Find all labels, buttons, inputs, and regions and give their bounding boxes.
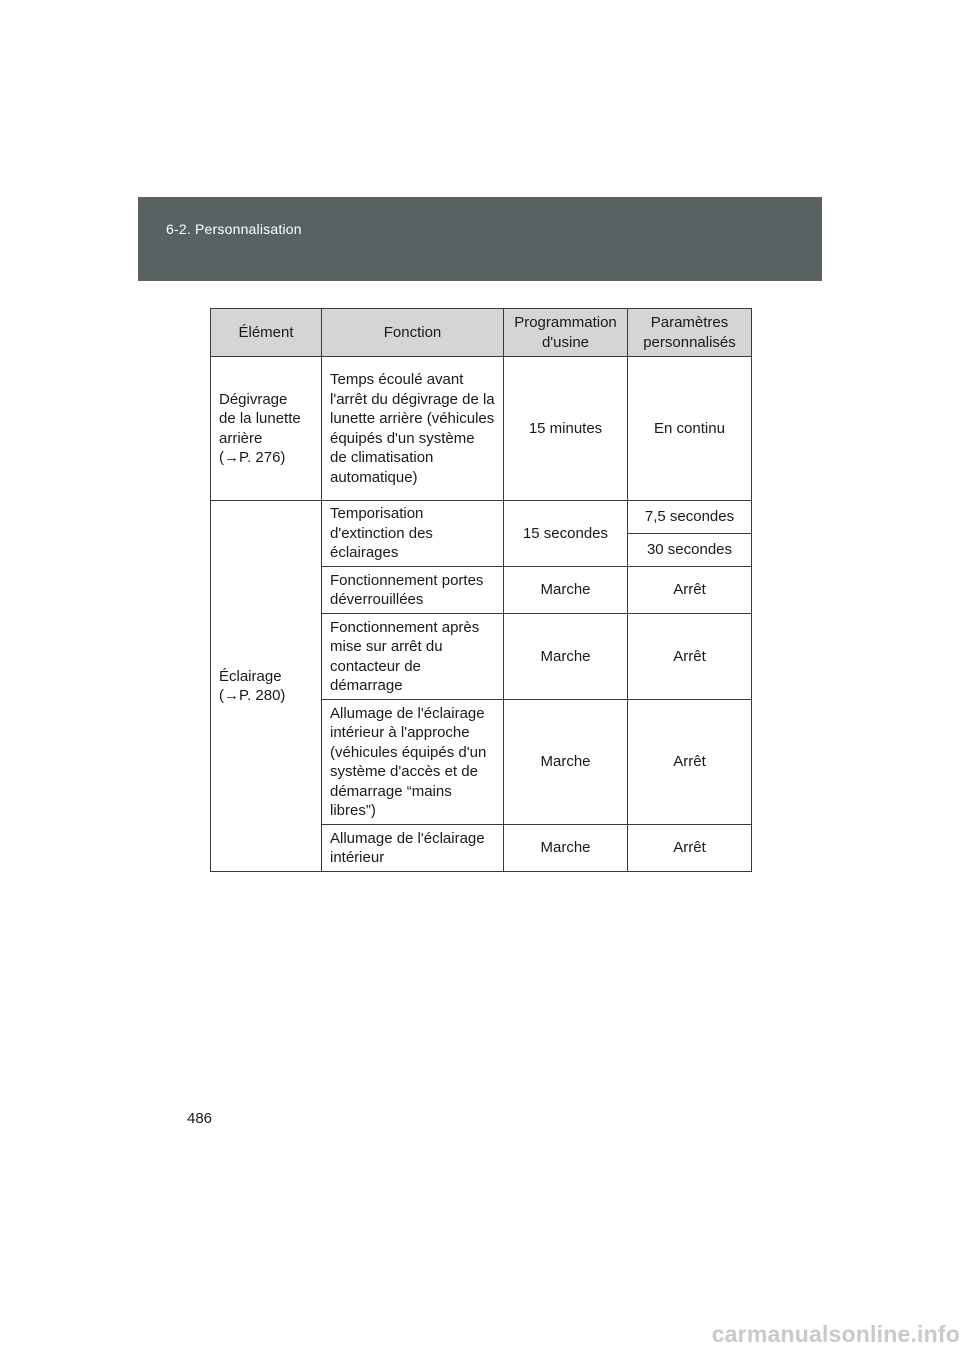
- column-header-function: Fonction: [322, 309, 504, 357]
- page-number: 486: [187, 1110, 213, 1127]
- cell-custom-setting: En continu: [628, 357, 752, 501]
- cell-element: Éclairage (→P. 280): [211, 501, 322, 872]
- section-header-band: [138, 197, 822, 281]
- cell-custom-setting: Arrêt: [628, 700, 752, 825]
- cell-custom-setting: 30 secondes: [628, 534, 752, 567]
- cell-factory-setting: Marche: [504, 700, 628, 825]
- table-row: [211, 357, 752, 501]
- cell-element: Dégivrage de la lunette arrière (→P. 276): [211, 357, 322, 501]
- table-header-row: [211, 309, 752, 357]
- section-title: 6-2. Personnalisation: [166, 221, 302, 237]
- watermark-text: carmanualsonline.info: [711, 1321, 960, 1347]
- column-header-custom-setting: Paramètres personnalisés: [628, 309, 752, 357]
- customization-table: [210, 308, 752, 872]
- cell-function: Temporisation d'extinction des éclairages: [322, 501, 504, 567]
- cell-factory-setting: 15 minutes: [504, 357, 628, 501]
- cell-factory-setting: 15 secondes: [504, 501, 628, 567]
- cell-function: Allumage de l'éclairage intérieur à l'approche (véhicules équipés d'un système d'accès et de démarrage “mains libres”): [322, 700, 504, 825]
- column-header-factory-setting: Programmation d'usine: [504, 309, 628, 357]
- table-row: [211, 501, 752, 534]
- cell-custom-setting: Arrêt: [628, 825, 752, 872]
- cell-custom-setting: 7,5 secondes: [628, 501, 752, 534]
- cell-factory-setting: Marche: [504, 825, 628, 872]
- cell-custom-setting: Arrêt: [628, 567, 752, 614]
- cell-factory-setting: Marche: [504, 614, 628, 700]
- cell-custom-setting: Arrêt: [628, 614, 752, 700]
- cell-function: Allumage de l'éclairage intérieur: [322, 825, 504, 872]
- cell-function: Temps écoulé avant l'arrêt du dégivrage de la lunette arrière (véhicules équipés d'un système de climatisation automatique): [322, 357, 504, 501]
- cell-function: Fonctionnement après mise sur arrêt du contacteur de démarrage: [322, 614, 504, 700]
- column-header-element: Élément: [211, 309, 322, 357]
- cell-function: Fonctionnement portes déverrouillées: [322, 567, 504, 614]
- cell-factory-setting: Marche: [504, 567, 628, 614]
